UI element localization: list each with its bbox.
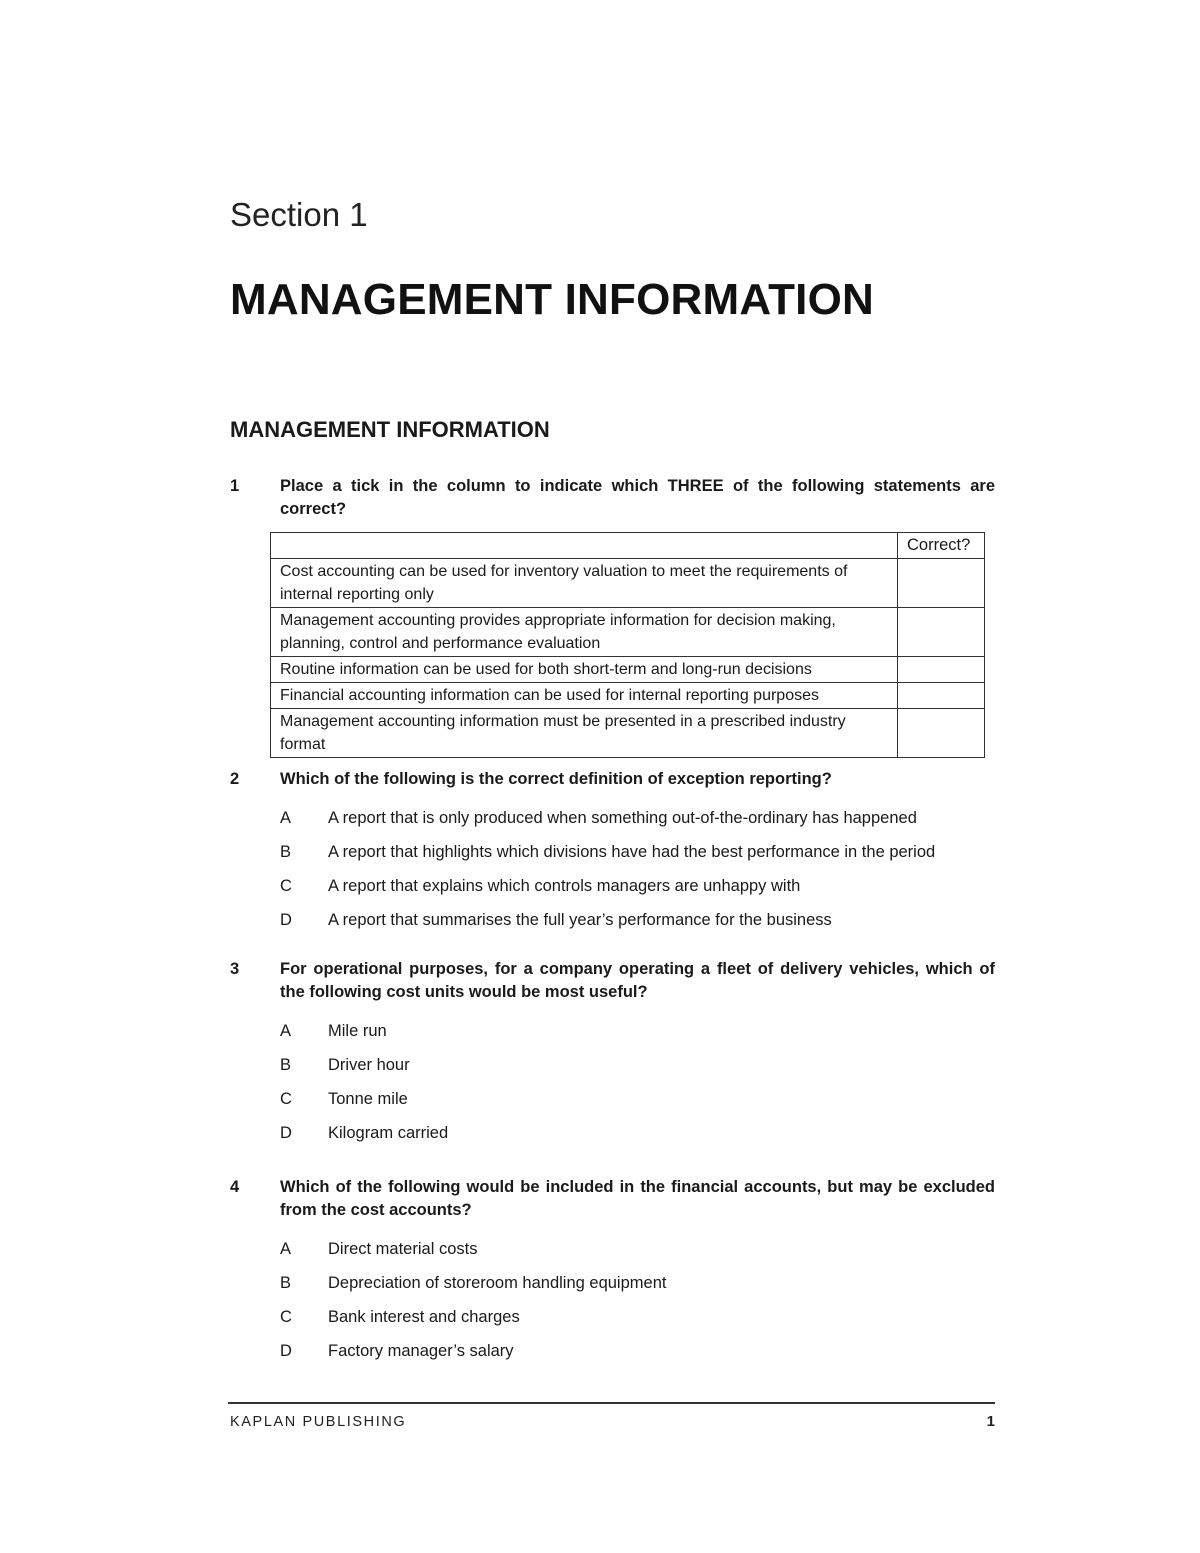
- question-number: 1: [230, 477, 240, 495]
- option-letter: A: [280, 809, 292, 827]
- option-text: A report that summarises the full year’s performance for the business: [328, 911, 832, 929]
- answer-option-c[interactable]: [280, 875, 995, 909]
- option-letter: A: [280, 1240, 292, 1258]
- question-2: [230, 768, 995, 943]
- option-letter: B: [280, 1056, 292, 1074]
- question-header: [230, 958, 995, 1004]
- table-row: [271, 709, 985, 758]
- table-row: [271, 608, 985, 657]
- statements-table: [270, 532, 985, 758]
- sub-heading: MANAGEMENT INFORMATION: [230, 417, 550, 442]
- option-text: Driver hour: [328, 1056, 410, 1074]
- option-letter: D: [280, 911, 292, 929]
- statement-cell: Management accounting provides appropriate information for decision making, planning, control and performance evaluation: [271, 608, 898, 657]
- question-text: Place a tick in the column to indicate which THREE of the following statements are correct?: [280, 477, 995, 518]
- answer-option-b[interactable]: [280, 1054, 995, 1088]
- option-letter: C: [280, 1090, 292, 1108]
- table-header-statement: [271, 533, 898, 559]
- option-text: Bank interest and charges: [328, 1308, 520, 1326]
- option-letter: C: [280, 877, 292, 895]
- answer-option-c[interactable]: [280, 1306, 995, 1340]
- question-text: Which of the following is the correct definition of exception reporting?: [280, 770, 832, 788]
- question-4: [230, 1176, 995, 1374]
- table-row: [271, 657, 985, 683]
- tick-cell[interactable]: [898, 608, 985, 657]
- question-number: 3: [230, 960, 240, 978]
- option-letter: B: [280, 1274, 292, 1292]
- answer-option-c[interactable]: [280, 1088, 995, 1122]
- statement-cell: Cost accounting can be used for inventory valuation to meet the requirements of internal reporting only: [271, 559, 898, 608]
- page-number: 1: [986, 1413, 995, 1430]
- option-text: Mile run: [328, 1022, 387, 1040]
- answer-options: [280, 807, 995, 943]
- option-text: Tonne mile: [328, 1090, 408, 1108]
- option-text: Factory manager’s salary: [328, 1342, 514, 1360]
- option-text: Kilogram carried: [328, 1124, 449, 1142]
- option-letter: B: [280, 843, 292, 861]
- table-row: [271, 559, 985, 608]
- question-text: Which of the following would be included in the financial accounts, but may be excluded from the cost accounts?: [280, 1178, 995, 1219]
- question-number: 2: [230, 770, 240, 788]
- answer-option-a[interactable]: [280, 1020, 995, 1054]
- question-header: [230, 475, 995, 521]
- tick-cell[interactable]: [898, 683, 985, 709]
- answer-options: [280, 1020, 995, 1156]
- question-text: For operational purposes, for a company operating a fleet of delivery vehicles, which of the following cost units would be most useful?: [280, 960, 995, 1001]
- table-header-row: [271, 533, 985, 559]
- question-1: [230, 475, 995, 758]
- option-text: A report that explains which controls managers are unhappy with: [328, 877, 801, 895]
- answer-option-d[interactable]: [280, 1122, 995, 1156]
- table-header-correct: Correct?: [898, 533, 985, 559]
- answer-options: [280, 1238, 995, 1374]
- option-text: Direct material costs: [328, 1240, 478, 1258]
- option-letter: D: [280, 1124, 292, 1142]
- question-header: [230, 768, 995, 791]
- question-header: [230, 1176, 995, 1222]
- tick-cell[interactable]: [898, 559, 985, 608]
- tick-cell[interactable]: [898, 709, 985, 758]
- tick-cell[interactable]: [898, 657, 985, 683]
- table-row: [271, 683, 985, 709]
- option-text: A report that highlights which divisions have had the best performance in the period: [328, 843, 936, 861]
- answer-option-b[interactable]: [280, 1272, 995, 1306]
- answer-option-b[interactable]: [280, 841, 995, 875]
- option-letter: D: [280, 1342, 292, 1360]
- footer-publisher: KAPLAN PUBLISHING: [230, 1414, 407, 1430]
- statement-cell: Financial accounting information can be used for internal reporting purposes: [271, 683, 898, 709]
- statement-cell: Management accounting information must be presented in a prescribed industry format: [271, 709, 898, 758]
- chapter-title: MANAGEMENT INFORMATION: [230, 275, 874, 324]
- answer-option-d[interactable]: [280, 1340, 995, 1374]
- question-3: [230, 958, 995, 1156]
- answer-option-a[interactable]: [280, 1238, 995, 1272]
- option-text: A report that is only produced when something out-of-the-ordinary has happened: [328, 809, 917, 827]
- section-label: Section 1: [230, 196, 368, 233]
- answer-option-d[interactable]: [280, 909, 995, 943]
- footer-divider: [228, 1402, 995, 1404]
- option-letter: C: [280, 1308, 292, 1326]
- option-text: Depreciation of storeroom handling equipment: [328, 1274, 667, 1292]
- statement-cell: Routine information can be used for both short-term and long-run decisions: [271, 657, 898, 683]
- option-letter: A: [280, 1022, 292, 1040]
- question-number: 4: [230, 1178, 240, 1196]
- answer-option-a[interactable]: [280, 807, 995, 841]
